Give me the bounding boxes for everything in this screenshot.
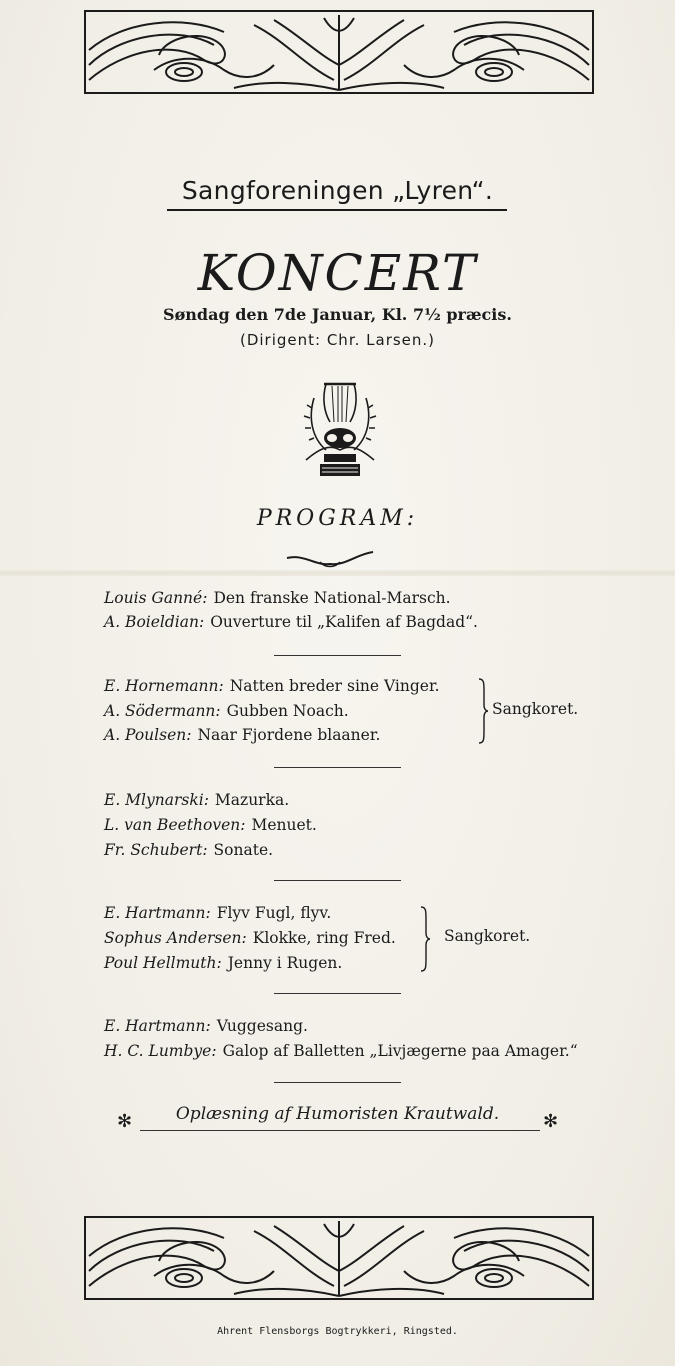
art-nouveau-ornament-icon	[84, 10, 594, 94]
separator	[274, 880, 401, 881]
program-item	[104, 724, 380, 746]
composer: A. Södermann:	[104, 702, 221, 720]
work: Klokke, ring Fred.	[252, 929, 396, 947]
program-item	[104, 1015, 308, 1037]
program-item	[104, 587, 451, 609]
work: Galop af Balletten „Livjægerne paa Amager.“	[222, 1042, 578, 1060]
concert-title: KONCERT	[197, 244, 478, 302]
composer: E. Mlynarski:	[104, 791, 209, 809]
composer: Fr. Schubert:	[104, 841, 208, 859]
lyre-icon	[300, 378, 380, 480]
program-item	[104, 1040, 578, 1062]
reading-note: Oplæsning af Humoristen Krautwald.	[175, 1104, 500, 1124]
work: Den franske National-Marsch.	[213, 589, 451, 607]
society-name: Sangforeningen „Lyren“.	[181, 176, 494, 205]
reading-underline	[140, 1130, 540, 1131]
work: Vuggesang.	[216, 1017, 308, 1035]
work: Gubben Noach.	[226, 702, 349, 720]
program-item	[104, 952, 342, 974]
brace-icon	[418, 905, 432, 973]
concert-date: Søndag den 7de Januar, Kl. 7½ præcis.	[163, 305, 512, 324]
composer: H. C. Lumbye:	[104, 1042, 217, 1060]
choir-note: Sangkoret.	[492, 700, 579, 718]
composer: L. van Beethoven:	[104, 816, 246, 834]
separator	[274, 993, 401, 994]
separator	[274, 767, 401, 768]
composer: E. Hartmann:	[104, 1017, 211, 1035]
brace-icon	[476, 677, 490, 745]
work: Ouverture til „Kalifen af Bagdad“.	[210, 613, 478, 631]
art-nouveau-ornament-icon	[84, 1216, 594, 1300]
separator	[274, 655, 401, 656]
work: Sonate.	[213, 841, 274, 859]
program-item	[104, 814, 317, 836]
separator	[274, 1082, 401, 1083]
program-item	[104, 700, 349, 722]
program-item	[104, 902, 331, 924]
work: Jenny i Rugen.	[227, 954, 343, 972]
composer: Louis Ganné:	[104, 589, 208, 607]
work: Mazurka.	[214, 791, 290, 809]
program-item	[104, 839, 273, 861]
program-item	[104, 789, 289, 811]
composer: Poul Hellmuth:	[104, 954, 222, 972]
flourish-icon	[285, 550, 375, 570]
asterisk-icon: ✻	[117, 1111, 133, 1132]
composer: A. Poulsen:	[104, 726, 192, 744]
composer: A. Boieldian:	[104, 613, 205, 631]
composer: E. Hartmann:	[104, 904, 211, 922]
choir-note: Sangkoret.	[444, 927, 531, 945]
paper-fold	[0, 570, 675, 576]
work: Naar Fjordene blaaner.	[197, 726, 381, 744]
composer: E. Hornemann:	[104, 677, 224, 695]
society-underline	[167, 209, 507, 211]
program-item	[104, 675, 440, 697]
program-heading: PROGRAM:	[256, 506, 419, 531]
work: Menuet.	[251, 816, 317, 834]
asterisk-icon: ✻	[543, 1111, 559, 1132]
program-item	[104, 927, 396, 949]
conductor: (Dirigent: Chr. Larsen.)	[239, 331, 436, 349]
work: Flyv Fugl, flyv.	[216, 904, 332, 922]
work: Natten breder sine Vinger.	[229, 677, 440, 695]
printer-imprint: Ahrent Flensborgs Bogtrykkeri, Ringsted.	[217, 1326, 458, 1337]
composer: Sophus Andersen:	[104, 929, 247, 947]
program-item	[104, 611, 478, 633]
